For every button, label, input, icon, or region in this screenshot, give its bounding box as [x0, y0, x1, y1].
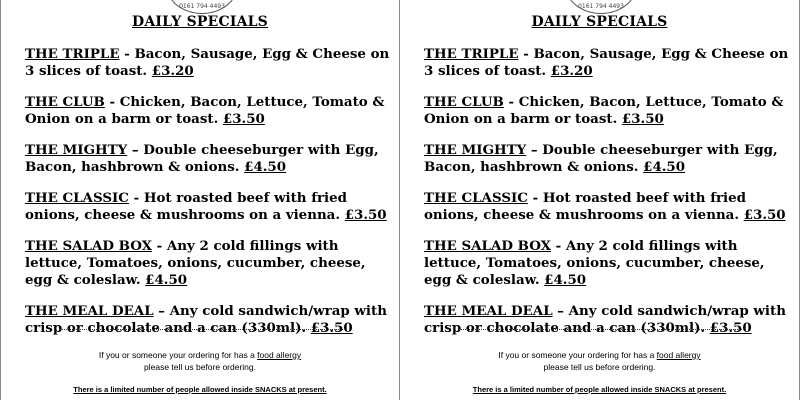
special-separator: - [551, 238, 566, 254]
special-price: £4.50 [643, 159, 686, 175]
special-price: £3.50 [344, 207, 387, 223]
special-description: Any 2 cold fillings with lettuce, Tomatoes, onions, cucumber, cheese, egg & coleslaw. [424, 238, 765, 288]
special-description: Double cheeseburger with Egg, Bacon, hashbrown & onions. [424, 142, 778, 175]
special-separator: – [153, 303, 170, 319]
special-name: THE SALAD BOX [25, 238, 153, 254]
special-item [25, 238, 397, 289]
dotted-divider [458, 329, 742, 330]
logo-seal [166, 0, 238, 14]
page-title: DAILY SPECIALS [531, 14, 668, 30]
specials-list [424, 46, 796, 351]
special-separator: - [527, 190, 543, 206]
special-description: Any cold sandwich/wrap with crisp or chocolate and a can (330ml). [25, 303, 387, 336]
special-item [424, 303, 796, 337]
specials-list [25, 46, 397, 351]
allergy-notice [400, 349, 799, 373]
special-price: £3.50 [222, 111, 265, 127]
special-name: THE MEAL DEAL [424, 303, 553, 319]
special-description: Hot roasted beef with fried onions, cheese & mushrooms on a vienna. [25, 190, 347, 223]
special-item [424, 94, 796, 128]
special-description: Chicken, Bacon, Lettuce, Tomato & Onion on a barm or toast. [424, 94, 784, 127]
limit-notice: There is a limited number of people allowed inside SNACKS at present. [73, 385, 327, 394]
special-price: £3.20 [550, 63, 593, 79]
special-name: THE CLUB [25, 94, 105, 110]
special-item [25, 142, 397, 176]
special-description: Any cold sandwich/wrap with crisp or chocolate and a can (330ml). [424, 303, 786, 336]
special-name: THE MIGHTY [424, 142, 527, 158]
special-item [424, 190, 796, 224]
special-name: THE CLASSIC [25, 190, 129, 206]
allergy-text-line2: please tell us before ordering. [144, 362, 256, 372]
special-separator: - [503, 94, 519, 110]
special-description: Double cheeseburger with Egg, Bacon, hashbrown & onions. [25, 142, 379, 175]
special-price: £4.50 [145, 272, 188, 288]
special-item [25, 303, 397, 337]
special-price: £3.50 [709, 320, 752, 336]
special-item [25, 190, 397, 224]
special-price: £3.50 [743, 207, 786, 223]
special-name: THE SALAD BOX [424, 238, 552, 254]
special-separator: – [127, 142, 144, 158]
allergy-notice [1, 349, 399, 373]
special-price: £3.20 [151, 63, 194, 79]
special-separator: – [526, 142, 543, 158]
logo-seal [565, 0, 637, 14]
special-name: THE TRIPLE [25, 46, 120, 62]
logo-phone: 0161 794 4493 [578, 3, 624, 10]
food-allergy-text: food allergy [656, 350, 701, 360]
special-name: THE MEAL DEAL [25, 303, 154, 319]
special-separator: - [518, 46, 534, 62]
special-price: £4.50 [244, 159, 287, 175]
food-allergy-text: food allergy [257, 350, 302, 360]
special-item [424, 142, 796, 176]
special-separator: - [119, 46, 135, 62]
menu-sheet-right [400, 0, 800, 400]
special-name: THE MIGHTY [25, 142, 128, 158]
special-description: Bacon, Sausage, Egg & Cheese on 3 slices of toast. [25, 46, 390, 79]
dotted-divider [59, 329, 343, 330]
logo-phone: 0161 794 4493 [179, 3, 225, 10]
special-separator: - [104, 94, 120, 110]
special-price: £3.50 [310, 320, 353, 336]
limit-notice: There is a limited number of people allowed inside SNACKS at present. [472, 385, 727, 394]
special-price: £4.50 [544, 272, 587, 288]
special-separator: - [128, 190, 144, 206]
page-title: DAILY SPECIALS [132, 14, 268, 30]
special-separator: – [552, 303, 569, 319]
special-description: Any 2 cold fillings with lettuce, Tomatoes, onions, cucumber, cheese, egg & coleslaw. [25, 238, 366, 288]
special-separator: - [152, 238, 167, 254]
special-name: THE TRIPLE [424, 46, 519, 62]
special-item [424, 238, 796, 289]
special-item [25, 94, 397, 128]
special-name: THE CLASSIC [424, 190, 528, 206]
allergy-text-line2: please tell us before ordering. [543, 362, 656, 372]
special-description: Chicken, Bacon, Lettuce, Tomato & Onion on a barm or toast. [25, 94, 385, 127]
special-name: THE CLUB [424, 94, 504, 110]
allergy-text: If you or someone your ordering for has a [98, 350, 258, 360]
special-description: Hot roasted beef with fried onions, cheese & mushrooms on a vienna. [424, 190, 746, 223]
special-item [424, 46, 796, 80]
special-price: £3.50 [621, 111, 664, 127]
allergy-text: If you or someone your ordering for has a [498, 350, 657, 360]
special-item [25, 46, 397, 80]
special-description: Bacon, Sausage, Egg & Cheese on 3 slices of toast. [424, 46, 789, 79]
